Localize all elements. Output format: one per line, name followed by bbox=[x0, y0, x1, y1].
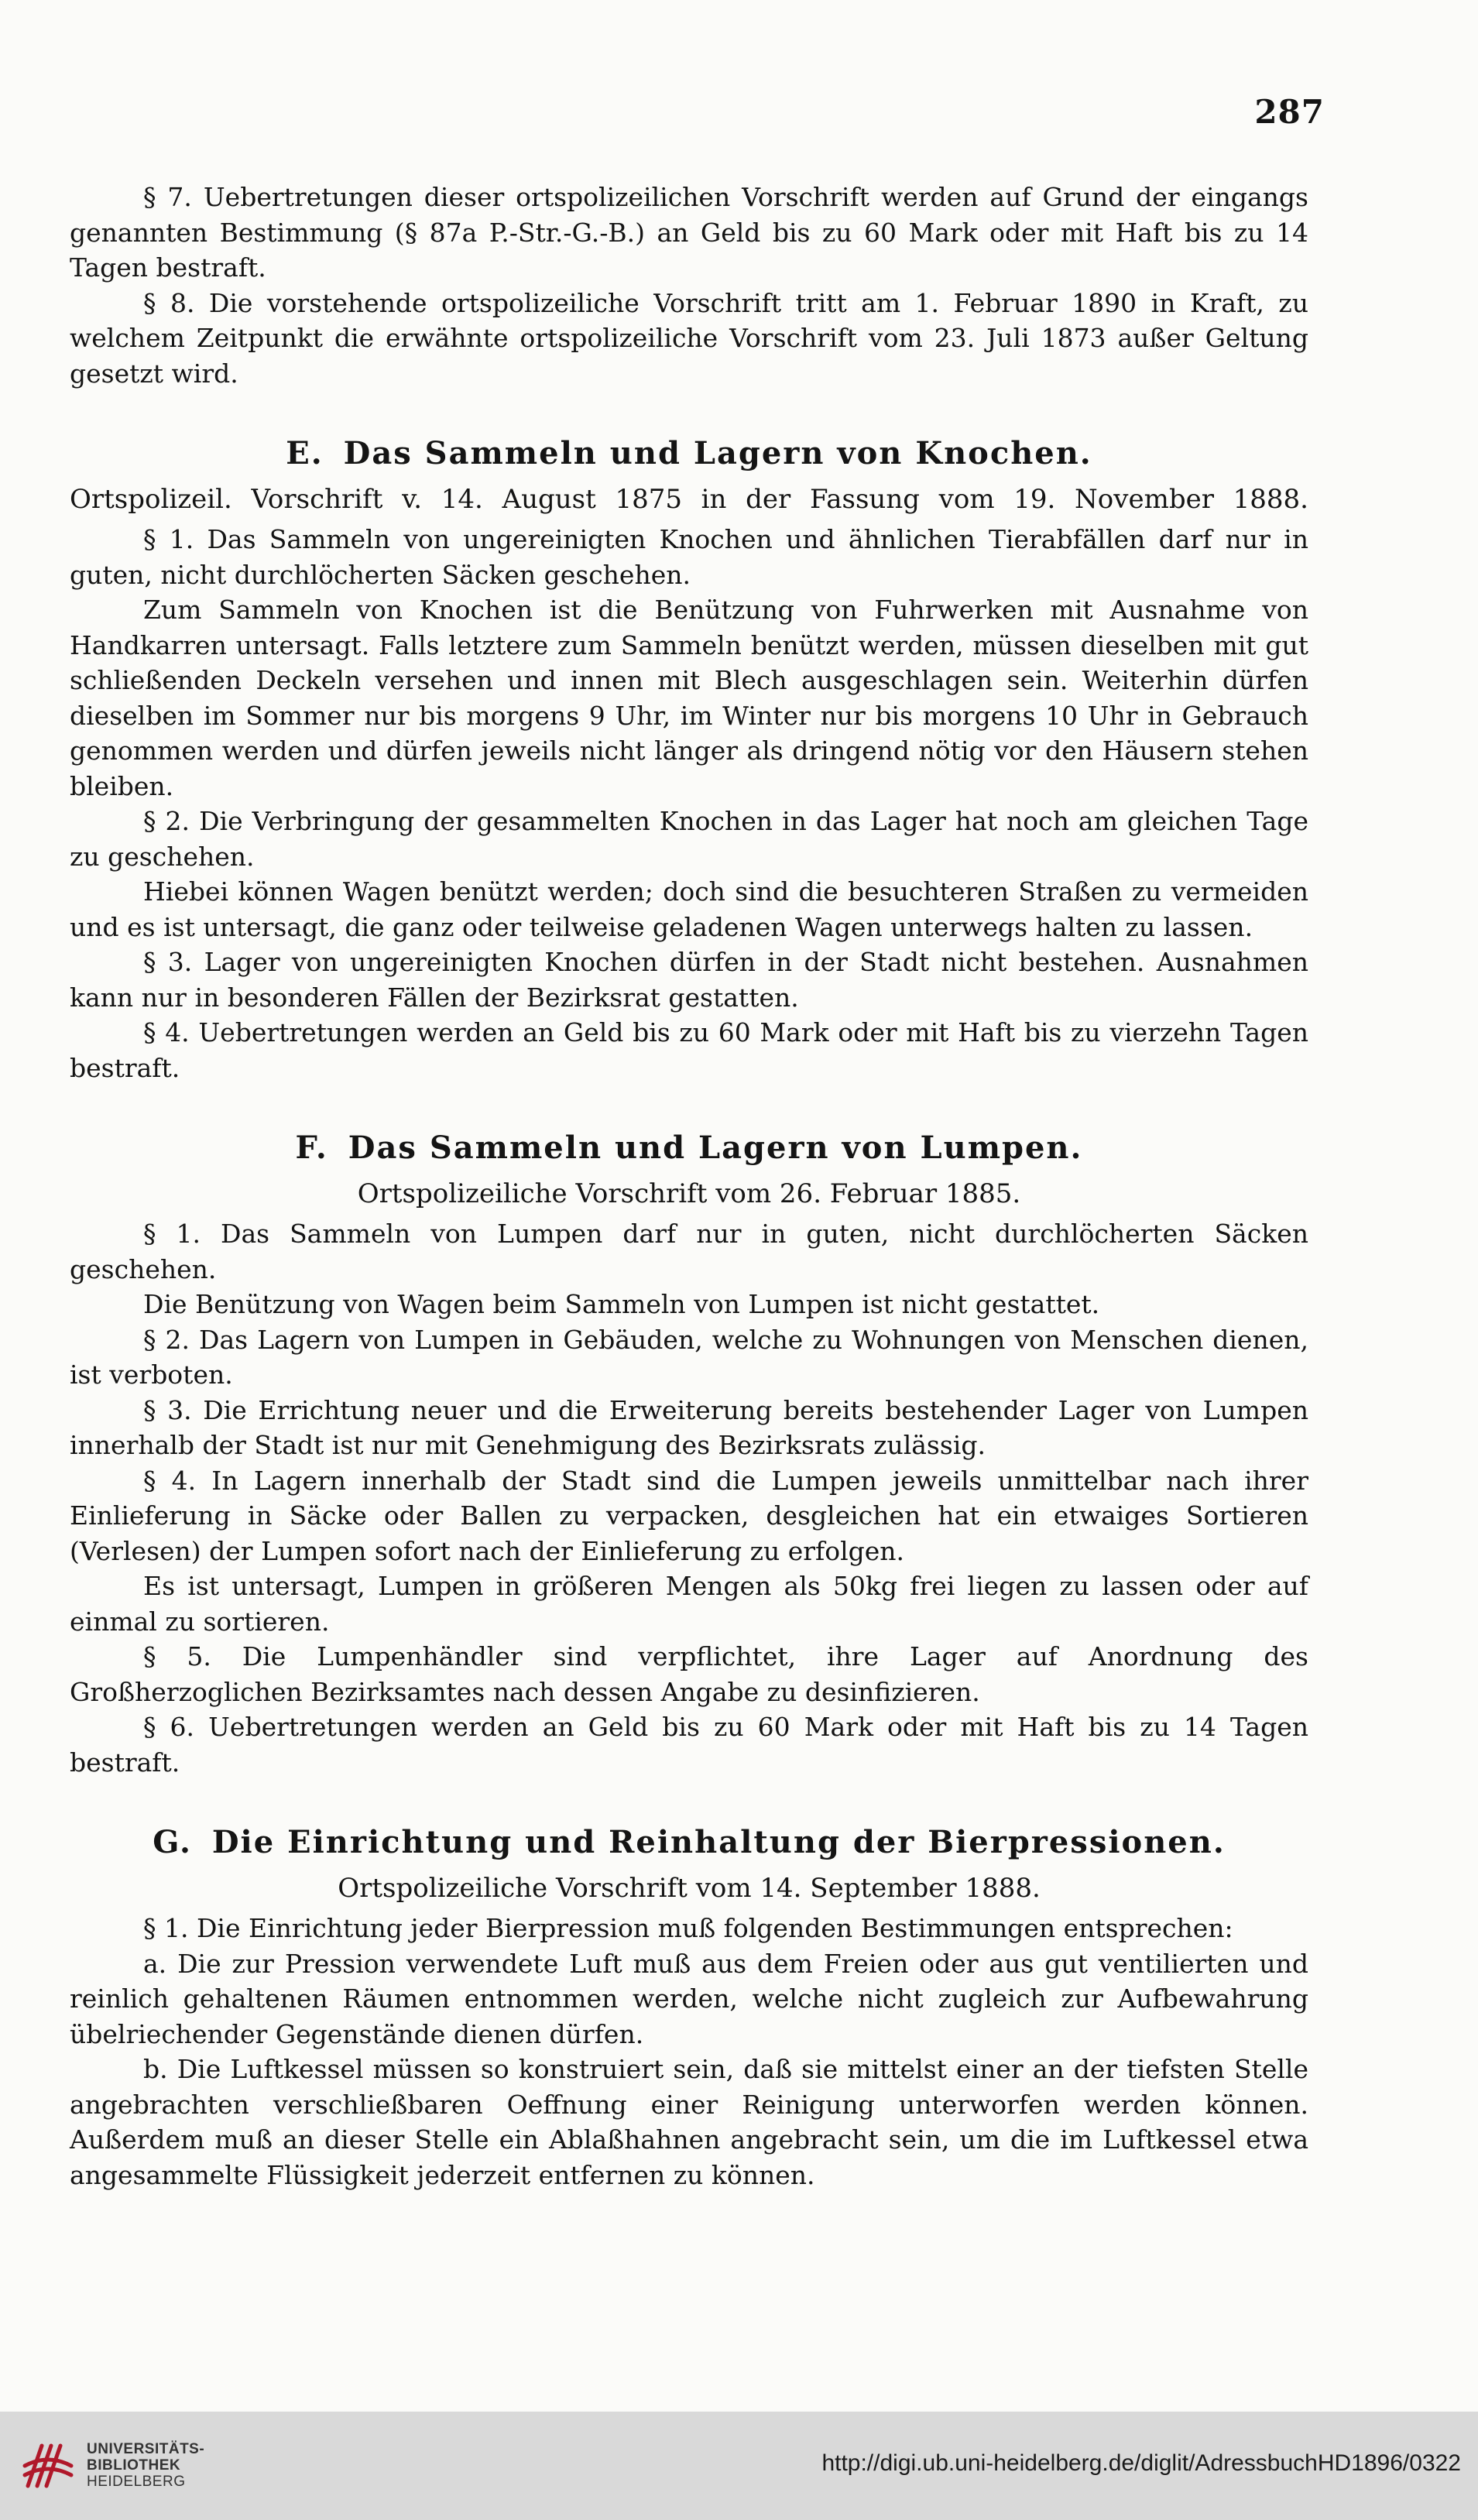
library-name-line1: UNIVERSITÄTS- bbox=[87, 2441, 205, 2457]
paragraph-g-1b: b. Die Luftkessel müssen so konstruiert sein, daß sie mittelst einer an der tiefsten Stelle angebrachten verschließbaren Oeffnung einer Reinigung unterworfen werden können. Außerdem muß an dieser Stelle ein Ablaßhahnen angebracht sein, um die im Luftkessel etwa angesammelte Flüssigkeit jederzeit entfernen zu können. bbox=[70, 2054, 1308, 2190]
section-heading-g: Die Einrichtung und Reinhaltung der Bierpressionen. bbox=[211, 1824, 1226, 1860]
paragraph-e-2: § 2. Die Verbringung der gesammelten Knochen in das Lager hat noch am gleichen Tage zu geschehen. bbox=[70, 806, 1308, 872]
library-logo-icon bbox=[17, 2435, 79, 2497]
section-heading-f: Das Sammeln und Lagern von Lumpen. bbox=[348, 1130, 1083, 1166]
paragraph-f-1: § 1. Das Sammeln von Lumpen darf nur in guten, nicht durchlöcherten Säcken geschehen. bbox=[70, 1219, 1308, 1284]
paragraph-f-5: § 5. Die Lumpenhändler sind verpflichtet, ihre Lager auf Anordnung des Großherzoglichen Bezirksamtes nach dessen Angabe zu desinfizieren. bbox=[70, 1641, 1308, 1707]
section-letter-f: F. bbox=[295, 1130, 328, 1166]
paragraph-f-1b: Die Benützung von Wagen beim Sammeln von Lumpen ist nicht gestattet. bbox=[143, 1289, 1100, 1319]
library-name-line3: HEIDELBERG bbox=[87, 2474, 186, 2490]
library-name bbox=[87, 2441, 204, 2490]
paragraph-e-4: § 4. Uebertretungen werden an Geld bis zu 60 Mark oder mit Haft bis zu vierzehn Tagen bestraft. bbox=[70, 1017, 1308, 1083]
section-heading-e: Das Sammeln und Lagern von Knochen. bbox=[343, 435, 1092, 471]
paragraph-e-3: § 3. Lager von ungereinigten Knochen dürfen in der Stadt nicht bestehen. Ausnahmen kann nur in besonderen Fällen der Bezirksrat gestatten. bbox=[70, 947, 1308, 1013]
paragraph-e-1b: Zum Sammeln von Knochen ist die Benützung von Fuhrwerken mit Ausnahme von Handkarren untersagt. Falls letztere zum Sammeln benützt werden, müssen dieselben mit gut schließenden Deckeln versehen und innen mit Blech ausgeschlagen sein. Weiterhin dürfen dieselben im Sommer nur bis morgens 9 Uhr, im Winter nur bis morgens 10 Uhr in Gebrauch genommen werden und dürfen jeweils nicht länger als dringend nötig vor den Häusern stehen bleiben. bbox=[70, 595, 1308, 801]
paragraph-f-4: § 4. In Lagern innerhalb der Stadt sind die Lumpen jeweils unmittelbar nach ihrer Einlieferung in Säcke oder Ballen zu verpacken, desgleichen hat ein etwaiges Sortieren (Verlesen) der Lumpen sofort nach der Einlieferung zu erfolgen. bbox=[70, 1465, 1308, 1566]
section-letter-e: E. bbox=[286, 435, 324, 471]
library-name-line2: BIBLIOTHEK bbox=[87, 2457, 181, 2474]
paragraph-f-6: § 6. Uebertretungen werden an Geld bis zu 60 Mark oder mit Haft bis zu 14 Tagen bestraft. bbox=[70, 1712, 1308, 1778]
page-number: 287 bbox=[1254, 93, 1325, 131]
paragraph-f-4b: Es ist untersagt, Lumpen in größeren Mengen als 50kg frei liegen zu lassen oder auf einmal zu sortieren. bbox=[70, 1571, 1308, 1637]
paragraph-f-2: § 2. Das Lagern von Lumpen in Gebäuden, welche zu Wohnungen von Menschen dienen, ist verboten. bbox=[70, 1324, 1308, 1390]
section-title-e bbox=[70, 436, 1308, 471]
paragraph-g-1a: a. Die zur Pression verwendete Luft muß aus dem Freien oder aus gut ventilierten und reinlich gehaltenen Räumen entnommen werden, welche nicht zugleich zur Aufbewahrung übelriechender Gegenstände dienen dürfen. bbox=[70, 1948, 1308, 2049]
viewer-footer bbox=[0, 2412, 1478, 2520]
ordinance-e: Ortspolizeil. Vorschrift v. 14. August 1875 in der Fassung vom 19. November 1888. bbox=[70, 483, 1308, 515]
section-title-f bbox=[70, 1130, 1308, 1166]
paragraph-intro-7: § 7. Uebertretungen dieser ortspolizeilichen Vorschrift werden auf Grund der eingangs genannten Bestimmung (§ 87a P.-Str.-G.-B.) an Geld bis zu 60 Mark oder mit Haft bis zu 14 Tagen bestraft. bbox=[70, 182, 1308, 283]
section-letter-g: G. bbox=[153, 1824, 192, 1860]
paragraph-e-1: § 1. Das Sammeln von ungereinigten Knochen und ähnlichen Tierabfällen darf nur in guten, nicht durchlöcherten Säcken geschehen. bbox=[70, 524, 1308, 590]
paragraph-intro-8: § 8. Die vorstehende ortspolizeiliche Vorschrift tritt am 1. Februar 1890 in Kraft, zu welchem Zeitpunkt die erwähnte ortspolizeiliche Vorschrift vom 23. Juli 1873 außer Geltung gesetzt wird. bbox=[70, 287, 1308, 389]
source-url-link[interactable]: http://digi.ub.uni-heidelberg.de/diglit/AdressbuchHD1896/0322 bbox=[821, 2450, 1461, 2476]
ordinance-f: Ortspolizeiliche Vorschrift vom 26. Februar 1885. bbox=[357, 1178, 1021, 1209]
section-title-g bbox=[70, 1825, 1308, 1860]
page-text bbox=[70, 180, 1308, 2193]
paragraph-e-2b: Hiebei können Wagen benützt werden; doch sind die besuchteren Straßen zu vermeiden und es ist untersagt, die ganz oder teilweise geladenen Wagen unterwegs halten zu lassen. bbox=[70, 876, 1308, 942]
ordinance-g: Ortspolizeiliche Vorschrift vom 14. September 1888. bbox=[338, 1872, 1041, 1904]
paragraph-g-1: § 1. Die Einrichtung jeder Bierpression muß folgenden Bestimmungen entsprechen: bbox=[143, 1913, 1233, 1943]
paragraph-f-3: § 3. Die Errichtung neuer und die Erweiterung bereits bestehender Lager von Lumpen innerhalb der Stadt ist nur mit Genehmigung des Bezirksrats zulässig. bbox=[70, 1394, 1308, 1460]
